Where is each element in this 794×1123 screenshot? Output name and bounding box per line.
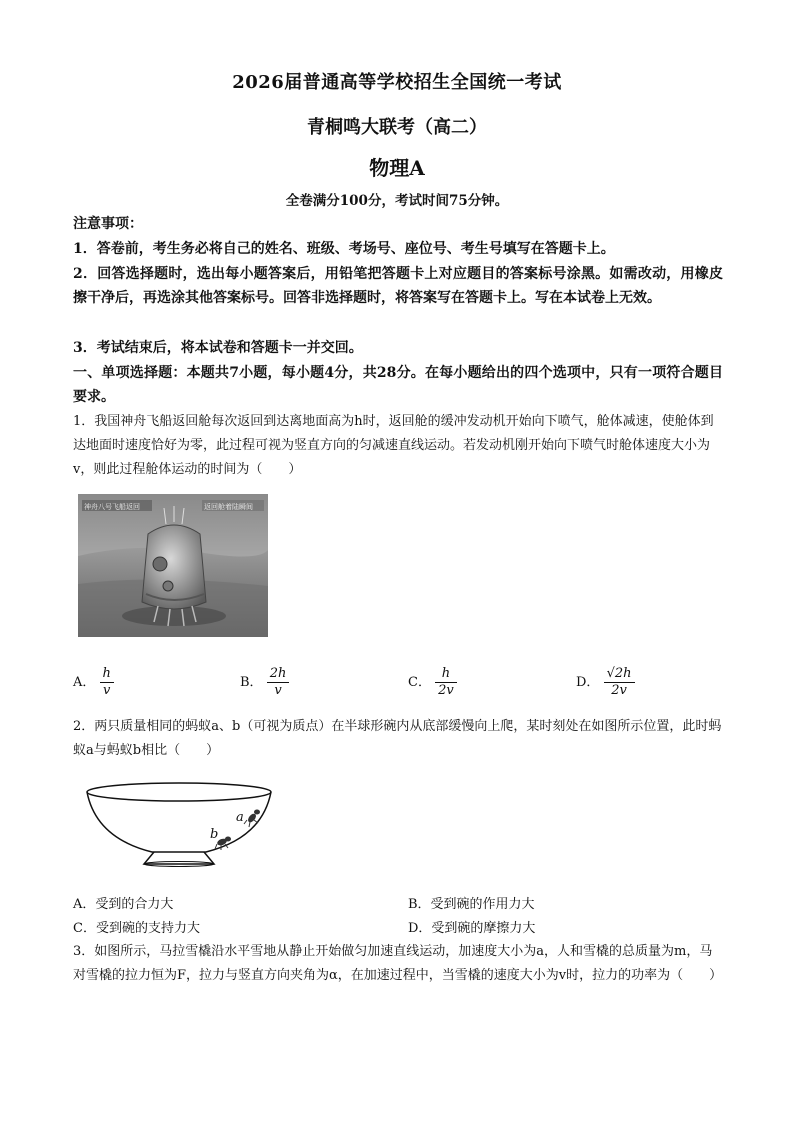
q2-option-c: C．受到碗的支持力大 xyxy=(73,921,200,936)
question-2-text: 2．两只质量相同的蚂蚁a、b（可视为质点）在半球形碗内从底部缓慢向上爬，某时刻处在如图所示位置，此时蚂蚁a与蚂蚁b相比（ ） xyxy=(73,719,722,758)
section-heading: 一、单项选择题：本题共7小题，每小题4分，共28分。在每小题给出的四个选项中，只有一项符合题目要求。 xyxy=(73,365,723,405)
photo-caption-left: 神舟八号飞船返回 xyxy=(84,503,140,511)
note-item-1: 1．答卷前，考生务必将自己的姓名、班级、考场号、座位号、考生号填写在答题卡上。 xyxy=(73,241,615,257)
subject-title: 物理A xyxy=(369,156,425,180)
note-item-3: 3．考试结束后，将本试卷和答题卡一并交回。 xyxy=(73,340,363,356)
q2-option-a: A．受到的合力大 xyxy=(73,897,174,912)
note-item-2: 2．回答选择题时，选出每小题答案后，用铅笔把答题卡上对应题目的答案标号涂黑。如需改动，用橡皮擦干净后，再选涂其他答案标号。回答非选择题时，将答案写在答题卡上。写在本试卷上无效。 xyxy=(73,266,723,306)
ant-a-icon xyxy=(244,810,260,828)
q1-option-b: B． $\frac{2h}{v}$ xyxy=(240,666,289,699)
q1-option-d: D． $\frac{√2h}{2v}$ xyxy=(576,666,635,699)
exam-name: 青桐鸣大联考（高二） xyxy=(307,117,487,138)
photo-caption-right: 返回舱着陆瞬间 xyxy=(204,503,253,511)
q2-option-b: B．受到碗的作用力大 xyxy=(408,897,535,912)
notes-heading: 注意事项： xyxy=(73,216,143,232)
q1-option-a: A． $\frac{h}{v}$ xyxy=(73,666,114,699)
bowl-diagram xyxy=(82,778,278,868)
ant-b-label: b xyxy=(210,827,219,842)
exam-title: 2026届普通高等学校招生全国统一考试 xyxy=(232,72,562,93)
question-1-text: 1．我国神舟飞船返回舱每次返回到达离地面高为h时，返回舱的缓冲发动机开始向下喷气，舱体减速，使舱体到达地面时速度恰好为零，此过程可视为竖直方向的匀减速直线运动。若发动机刚开始向下喷气时舱体速度大小为v，则此过程舱体运动的时间为（ ） xyxy=(73,414,714,477)
question-3-text: 3．如图所示，马拉雪橇沿水平雪地从静止开始做匀加速直线运动，加速度大小为a，人和雪橇的总质量为m，马对雪橇的拉力恒为F，拉力与竖直方向夹角为α，在加速过程中，当雪橇的速度大小为v时，拉力的功率为（ ） xyxy=(73,944,723,983)
ant-a-label: a xyxy=(236,810,244,825)
reentry-capsule-photo xyxy=(78,494,268,637)
exam-subtitle: 全卷满分100分，考试时间75分钟。 xyxy=(285,193,509,209)
q2-option-d: D．受到碗的摩擦力大 xyxy=(408,921,536,936)
q1-option-c: C． $\frac{h}{2v}$ xyxy=(408,666,457,699)
